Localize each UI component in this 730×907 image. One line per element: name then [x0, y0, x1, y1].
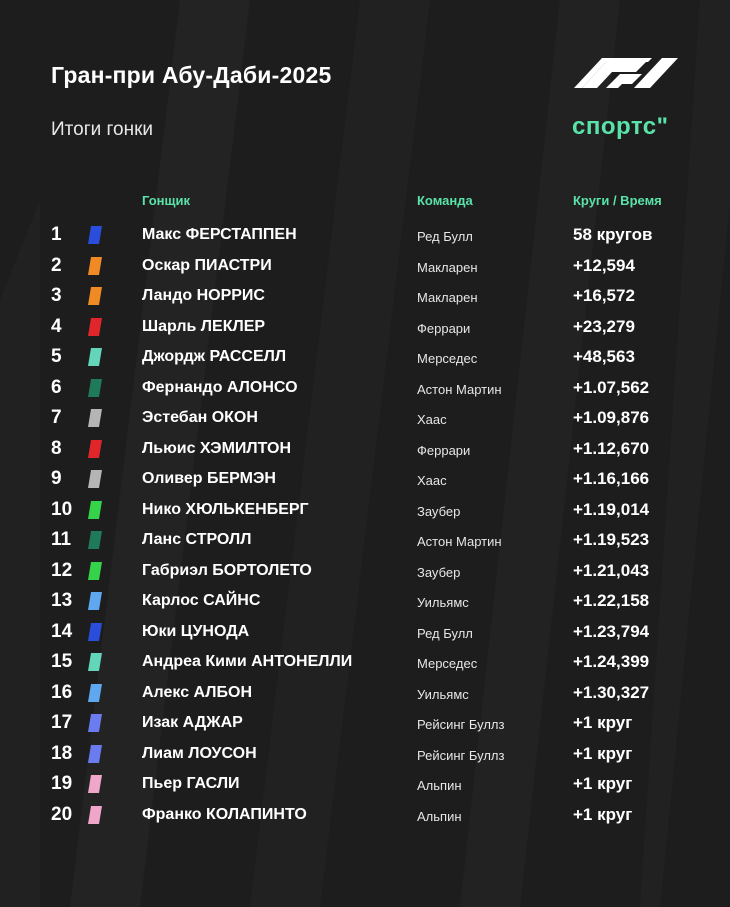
race-time: +1.23,794 [573, 621, 650, 641]
table-row [0, 586, 730, 617]
page-subtitle: Итоги гонки [51, 119, 154, 140]
driver-name: Габриэл БОРТОЛЕТО [142, 561, 312, 579]
driver-name: Изак АДЖАР [142, 714, 243, 731]
table-row [0, 800, 730, 831]
driver-name: Нико ХЮЛЬКЕНБЕРГ [142, 500, 309, 518]
race-time: +1 круг [573, 774, 633, 793]
driver-name: Андреа Кими АНТОНЕЛЛИ [142, 653, 353, 670]
table-row [0, 464, 730, 495]
team-color-flag-icon [88, 287, 102, 305]
driver-name: Юки ЦУНОДА [142, 622, 250, 640]
table-row [0, 281, 730, 312]
team-name: Ред Булл [417, 625, 473, 641]
race-time: +48,563 [573, 347, 635, 366]
f1-logo-icon [572, 56, 680, 88]
sports-logo: спортс" [572, 113, 669, 140]
team-color-flag-icon [88, 714, 102, 732]
table-row [0, 678, 730, 709]
position-number: 14 [51, 620, 73, 642]
table-row [0, 769, 730, 800]
race-time: +16,572 [573, 286, 635, 305]
column-header-time: Круги / Время [573, 193, 662, 208]
driver-name: Карлос САЙНС [142, 592, 261, 609]
position-number: 3 [51, 285, 62, 306]
team-color-flag-icon [88, 257, 102, 275]
team-color-flag-icon [88, 623, 102, 641]
race-time: 58 кругов [573, 225, 653, 244]
team-name: Мерседес [417, 351, 478, 366]
team-color-flag-icon [88, 531, 102, 549]
team-name: Альпин [417, 778, 462, 793]
position-number: 15 [51, 651, 73, 672]
page-title: Гран-при Абу-Даби-2025 [51, 62, 332, 88]
table-row [0, 708, 730, 739]
team-name: Рейсинг Буллз [417, 747, 505, 763]
team-name: Альпин [417, 808, 462, 824]
driver-name: Пьер ГАСЛИ [142, 775, 240, 792]
position-number: 8 [51, 437, 62, 459]
team-color-flag-icon [88, 440, 102, 458]
team-name: Ред Булл [417, 229, 473, 244]
team-color-flag-icon [88, 348, 102, 366]
team-name: Макларен [417, 259, 478, 275]
position-number: 5 [51, 346, 62, 367]
race-time: +1 круг [573, 804, 633, 824]
team-name: Уильямс [417, 595, 469, 610]
position-number: 12 [51, 559, 73, 581]
table-row [0, 251, 730, 282]
team-name: Заубер [417, 564, 461, 580]
position-number: 20 [51, 803, 73, 825]
table-row [0, 342, 730, 373]
race-time: +1.22,158 [573, 591, 650, 610]
team-name: Феррари [417, 320, 471, 336]
team-color-flag-icon [88, 318, 102, 336]
position-number: 10 [51, 498, 73, 520]
team-color-flag-icon [88, 409, 102, 427]
race-time: +1.07,562 [573, 377, 650, 397]
driver-name: Оливер БЕРМЭН [142, 470, 276, 487]
race-time: +1.16,166 [573, 469, 650, 488]
team-name: Хаас [417, 412, 447, 427]
driver-name: Джордж РАССЕЛЛ [142, 348, 287, 365]
driver-name: Макс ФЕРСТАППЕН [142, 226, 297, 243]
team-name: Хаас [417, 473, 447, 488]
driver-name: Льюис ХЭМИЛТОН [142, 439, 291, 457]
position-number: 7 [51, 407, 62, 428]
team-name: Макларен [417, 290, 478, 305]
race-time: +1 круг [573, 743, 633, 763]
position-number: 19 [51, 773, 73, 794]
team-color-flag-icon [88, 501, 102, 519]
table-row [0, 495, 730, 526]
team-name: Рейсинг Буллз [417, 717, 505, 732]
table-row [0, 739, 730, 770]
race-time: +1 круг [573, 713, 633, 732]
driver-name: Алекс АЛБОН [142, 683, 253, 701]
team-color-flag-icon [88, 806, 102, 824]
position-number: 9 [51, 468, 62, 489]
driver-name: Шарль ЛЕКЛЕР [142, 317, 266, 335]
race-time: +1.12,670 [573, 438, 650, 458]
position-number: 13 [51, 590, 73, 611]
table-row [0, 434, 730, 465]
race-time: +1.30,327 [573, 682, 650, 702]
race-time: +1.09,876 [573, 408, 650, 427]
team-color-flag-icon [88, 653, 102, 671]
team-color-flag-icon [88, 562, 102, 580]
position-number: 1 [51, 224, 62, 245]
race-time: +12,594 [573, 255, 635, 275]
race-time: +1.21,043 [573, 560, 650, 580]
driver-name: Эстебан ОКОН [142, 409, 258, 426]
race-time: +1.24,399 [573, 652, 650, 671]
table-row [0, 647, 730, 678]
race-time: +23,279 [573, 316, 635, 336]
team-name: Феррари [417, 442, 471, 458]
team-name: Заубер [417, 503, 461, 519]
position-number: 11 [51, 529, 72, 550]
table-row [0, 312, 730, 343]
position-number: 4 [51, 315, 62, 337]
column-header-driver: Гонщик [142, 193, 190, 208]
race-time: +1.19,014 [573, 499, 650, 519]
position-number: 6 [51, 376, 62, 398]
team-color-flag-icon [88, 470, 102, 488]
team-color-flag-icon [88, 226, 102, 244]
team-name: Астон Мартин [417, 381, 502, 397]
team-color-flag-icon [88, 684, 102, 702]
team-color-flag-icon [88, 592, 102, 610]
race-time: +1.19,523 [573, 530, 650, 549]
driver-name: Ландо НОРРИС [142, 287, 265, 304]
team-name: Астон Мартин [417, 534, 502, 549]
table-row [0, 617, 730, 648]
team-color-flag-icon [88, 775, 102, 793]
position-number: 17 [51, 712, 73, 733]
table-row [0, 403, 730, 434]
results-table [0, 220, 730, 830]
team-color-flag-icon [88, 745, 102, 763]
driver-name: Ланс СТРОЛЛ [142, 531, 252, 548]
table-row [0, 220, 730, 251]
team-name: Уильямс [417, 686, 469, 702]
driver-name: Франко КОЛАПИНТО [142, 805, 307, 823]
table-row [0, 556, 730, 587]
table-row [0, 525, 730, 556]
team-name: Мерседес [417, 656, 478, 671]
column-header-team: Команда [417, 193, 473, 208]
driver-name: Фернандо АЛОНСО [142, 378, 298, 396]
driver-name: Лиам ЛОУСОН [142, 744, 257, 762]
position-number: 2 [51, 254, 62, 276]
position-number: 16 [51, 681, 73, 703]
table-row [0, 373, 730, 404]
position-number: 18 [51, 742, 73, 764]
team-color-flag-icon [88, 379, 102, 397]
driver-name: Оскар ПИАСТРИ [142, 256, 272, 274]
